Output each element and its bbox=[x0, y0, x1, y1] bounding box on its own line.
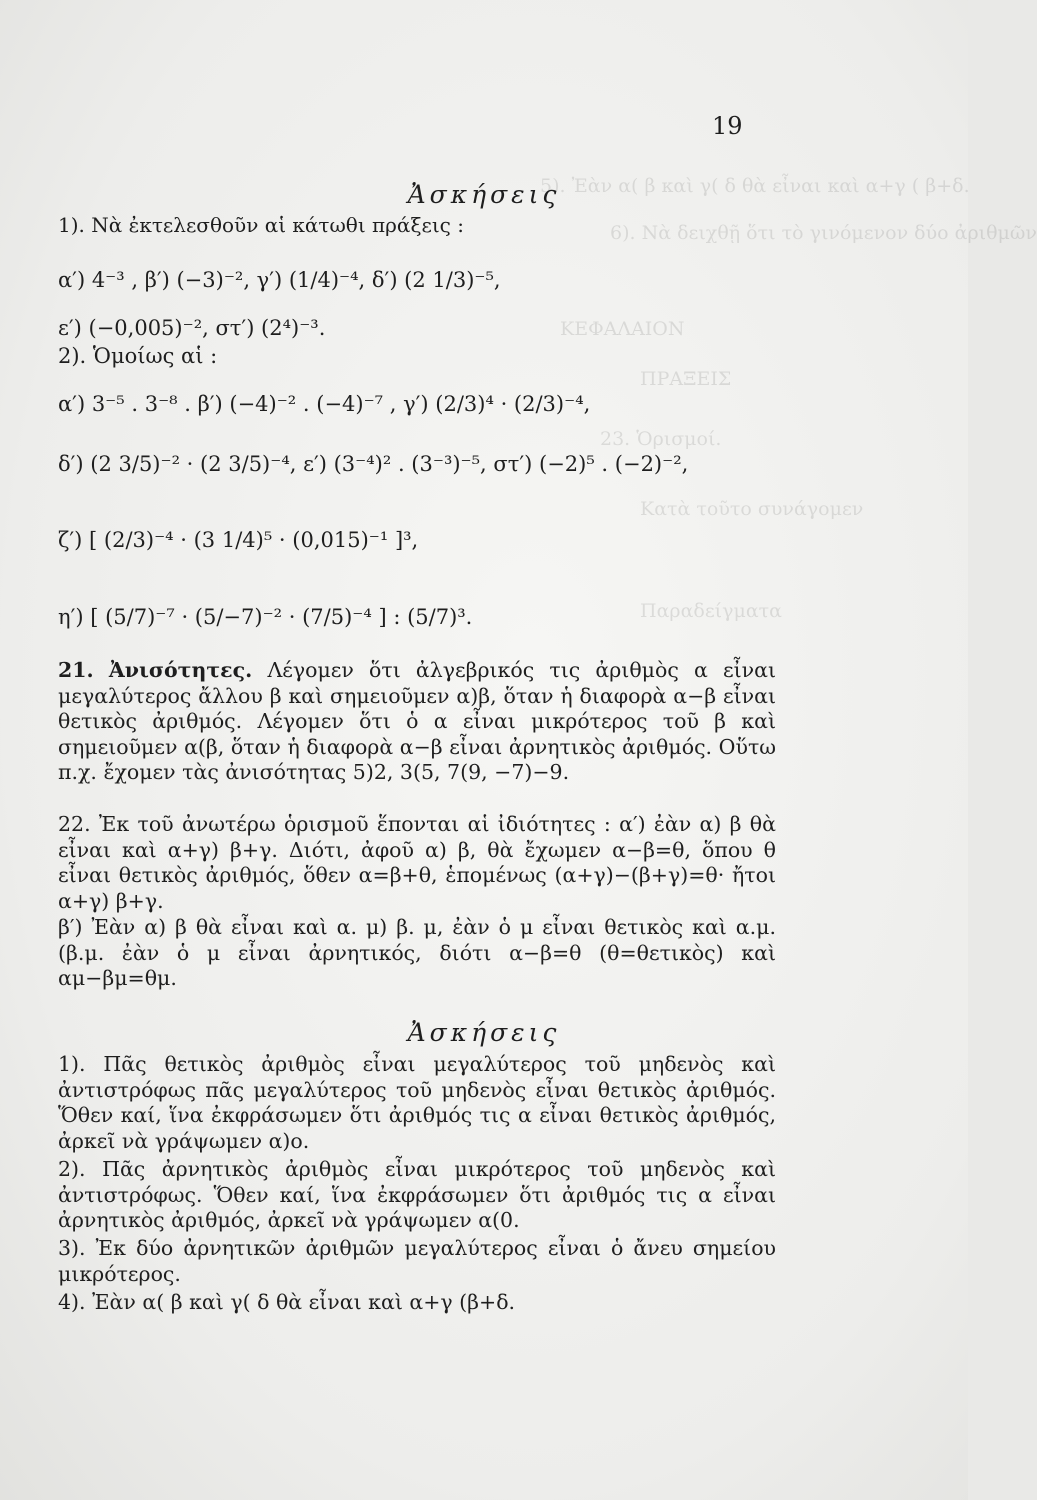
section-text: Λέγομεν ὅτι ἀλγεβρικός τις ἀριθμὸς α εἶναι μεγαλύτερος ἄλλου β καὶ σημειοῦμεν α)β, ὅταν ἡ διαφορὰ α−β εἶναι θετικὸς ἀριθμός. Λέγομεν ὅτι ὁ α εἶναι μικρότερος τοῦ β καὶ σημειοῦμεν α(β, ὅταν ἡ διαφορὰ α−β εἶναι ἀρνητικὸς ἀριθμός. Οὕτω π.χ. ἔχομεν τὰς ἀνισότητας 5)2, 3(5, 7(9, −7)−9. bbox=[58, 658, 776, 785]
bleed-through-line: ΚΕΦΑΛΑΙΟΝ bbox=[560, 318, 685, 340]
bleed-through-line: 5). Ἐὰν α( β καὶ γ( δ θὰ εἶναι καὶ α+γ ( β+δ. bbox=[540, 175, 970, 197]
section-title: Ἀνισότητες. bbox=[108, 658, 253, 682]
section-text: β′) Ἐὰν α) β θὰ εἶναι καὶ α. μ) β. μ, ἐὰν ὁ μ εἶναι θετικὸς καὶ α.μ. (β.μ. ἐὰν ὁ μ εἶναι ἀρνητικός, διότι α−β=θ (θ=θετικὸς) καὶ αμ−βμ=θμ. bbox=[58, 915, 776, 991]
section-22-b bbox=[58, 915, 776, 992]
page-number: 19 bbox=[712, 112, 743, 140]
bleed-through-line: Παραδείγματα bbox=[640, 600, 783, 622]
math-line: ε′) (−0,005)⁻², στ′) (2⁴)⁻³. bbox=[58, 316, 326, 340]
bleed-through-line: Κατὰ τοῦτο συνάγομεν bbox=[640, 498, 864, 520]
exercise-item: 4). Ἐὰν α( β καὶ γ( δ θὰ εἶναι καὶ α+γ (β+δ. bbox=[58, 1290, 516, 1314]
section-number: 22. bbox=[58, 812, 91, 836]
section-21 bbox=[58, 658, 776, 786]
section-22 bbox=[58, 812, 776, 914]
math-line: α′) 4⁻³ , β′) (−3)⁻², γ′) (1/4)⁻⁴, δ′) (2 1/3)⁻⁵, bbox=[58, 268, 501, 292]
exercise-intro: 1). Νὰ ἐκτελεσθοῦν αἱ κάτωθι πράξεις : bbox=[58, 213, 464, 237]
exercises-heading-2: Ἀσκήσεις bbox=[407, 1018, 561, 1047]
exercise-item: 3). Ἐκ δύο ἀρνητικῶν ἀριθμῶν μεγαλύτερος εἶναι ὁ ἄνευ σημείου μικρότερος. bbox=[58, 1236, 776, 1286]
bleed-through-line: 23. Ὁρισμοί. bbox=[600, 428, 722, 450]
bleed-through-line: ΠΡΑΞΕΙΣ bbox=[640, 368, 732, 390]
exercises-heading: Ἀσκήσεις bbox=[407, 180, 561, 209]
math-line: α′) 3⁻⁵ . 3⁻⁸ . β′) (−4)⁻² . (−4)⁻⁷ , γ′) (2/3)⁴ · (2/3)⁻⁴, bbox=[58, 392, 591, 416]
math-line: ζ′) [ (2/3)⁻⁴ · (3 1/4)⁵ · (0,015)⁻¹ ]³, bbox=[58, 528, 419, 552]
section-text: Ἐκ τοῦ ἀνωτέρω ὁρισμοῦ ἕπονται αἱ ἰδιότητες : α′) ἐὰν α) β θὰ εἶναι καὶ α+γ) β+γ. Διότι, ἀφοῦ α) β, θὰ ἔχωμεν α−β=θ, ὅπου θ εἶναι θετικὸς ἀριθμός, ὅθεν α=β+θ, ἑπομένως (α+γ)−(β+γ)=θ· ἤτοι α+γ) β+γ. bbox=[58, 812, 776, 913]
exercise-item: 1). Πᾶς θετικὸς ἀριθμὸς εἶναι μεγαλύτερος τοῦ μηδενὸς καὶ ἀντιστρόφως πᾶς μεγαλύτερος τοῦ μηδενὸς εἶναι θετικὸς ἀριθμός. Ὅθεν καί, ἵνα ἐκφράσωμεν ὅτι ἀριθμός τις α εἶναι θετικὸς ἀριθμός, ἀρκεῖ νὰ γράψωμεν α)ο. bbox=[58, 1052, 776, 1153]
math-line: 2). Ὁμοίως αἱ : bbox=[58, 344, 218, 368]
bleed-through-line: 6). Νὰ δειχθῇ ὅτι τὸ γινόμενον δύο ἀριθμῶν bbox=[610, 222, 1037, 244]
math-line: η′) [ (5/7)⁻⁷ · (5/−7)⁻² · (7/5)⁻⁴ ] : (5/7)³. bbox=[58, 605, 473, 629]
section-number: 21. bbox=[58, 658, 94, 682]
math-line: δ′) (2 3/5)⁻² · (2 3/5)⁻⁴, ε′) (3⁻⁴)² . (3⁻³)⁻⁵, στ′) (−2)⁵ . (−2)⁻², bbox=[58, 452, 689, 476]
exercise-item: 2). Πᾶς ἀρνητικὸς ἀριθμὸς εἶναι μικρότερος τοῦ μηδενὸς καὶ ἀντιστρόφως. Ὅθεν καί, ἵνα ἐκφράσωμεν ὅτι ἀριθμός τις α εἶναι ἀρνητικὸς ἀριθμός, ἀρκεῖ νὰ γράψωμεν α(0. bbox=[58, 1157, 776, 1233]
